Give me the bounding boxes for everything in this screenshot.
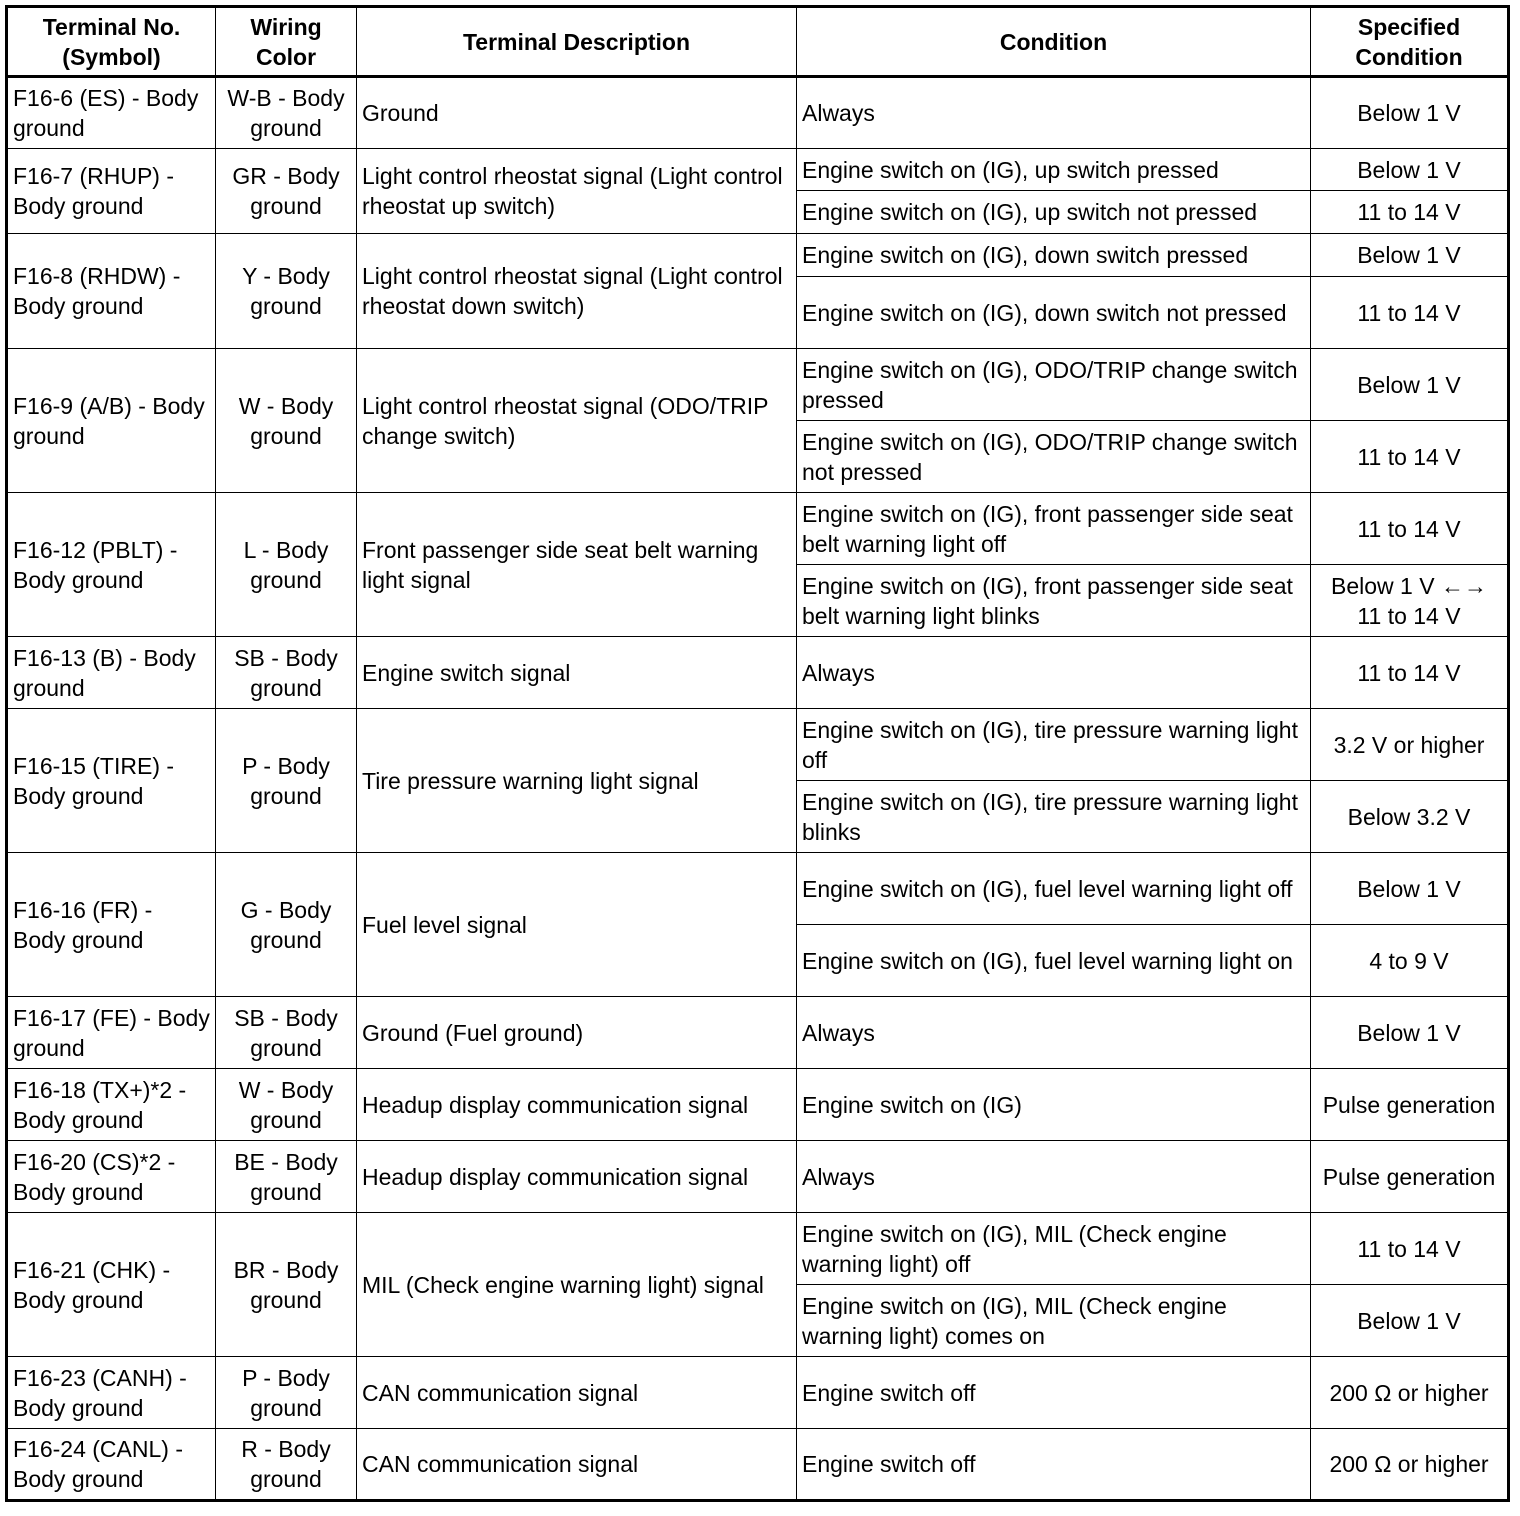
header-description: Terminal Description xyxy=(357,7,797,77)
wiring-cell: Y - Body ground xyxy=(216,234,357,349)
wiring-cell: SB - Body ground xyxy=(216,637,357,709)
description-cell: Tire pressure warning light signal xyxy=(357,709,797,853)
table-row xyxy=(7,1357,1509,1429)
description-cell: Engine switch signal xyxy=(357,637,797,709)
terminal-cell: F16-20 (CS)*2 - Body ground xyxy=(7,1141,216,1213)
condition-cell: Engine switch on (IG), tire pressure warning light off xyxy=(797,709,1311,781)
table-row xyxy=(7,1141,1509,1213)
condition-cell: Engine switch on (IG), MIL (Check engine warning light) off xyxy=(797,1213,1311,1285)
wiring-cell: BR - Body ground xyxy=(216,1213,357,1357)
specified-cell: Below 1 V xyxy=(1311,853,1509,925)
specified-cell: 4 to 9 V xyxy=(1311,925,1509,997)
wiring-cell: W - Body ground xyxy=(216,349,357,493)
header-row xyxy=(7,7,1509,77)
terminal-cell: F16-24 (CANL) - Body ground xyxy=(7,1429,216,1501)
specified-cell: 11 to 14 V xyxy=(1311,1213,1509,1285)
wiring-cell: P - Body ground xyxy=(216,709,357,853)
wiring-cell: L - Body ground xyxy=(216,493,357,637)
table-row xyxy=(7,234,1509,277)
specified-cell: Below 1 V xyxy=(1311,149,1509,191)
specified-cell: 11 to 14 V xyxy=(1311,637,1509,709)
terminal-cell: F16-17 (FE) - Body ground xyxy=(7,997,216,1069)
condition-cell: Engine switch on (IG), ODO/TRIP change switch not pressed xyxy=(797,421,1311,493)
condition-cell: Engine switch on (IG), up switch not pressed xyxy=(797,191,1311,234)
terminal-cell: F16-8 (RHDW) - Body ground xyxy=(7,234,216,349)
description-cell: CAN communication signal xyxy=(357,1429,797,1501)
table-row xyxy=(7,1213,1509,1285)
specified-cell: 11 to 14 V xyxy=(1311,421,1509,493)
table-row xyxy=(7,1069,1509,1141)
specified-cell: Below 1 V xyxy=(1311,234,1509,277)
table-row xyxy=(7,149,1509,191)
header-terminal: Terminal No. (Symbol) xyxy=(7,7,216,77)
terminal-cell: F16-6 (ES) - Body ground xyxy=(7,77,216,149)
specified-cell: 11 to 14 V xyxy=(1311,277,1509,349)
specified-cell: 11 to 14 V xyxy=(1311,493,1509,565)
description-cell: Ground xyxy=(357,77,797,149)
terminal-cell: F16-16 (FR) - Body ground xyxy=(7,853,216,997)
wiring-cell: W - Body ground xyxy=(216,1069,357,1141)
specified-cell: Below 1 V xyxy=(1311,997,1509,1069)
condition-cell: Engine switch on (IG), MIL (Check engine warning light) comes on xyxy=(797,1285,1311,1357)
specified-cell: Below 1 V xyxy=(1311,349,1509,421)
condition-cell: Engine switch on (IG), front passenger side seat belt warning light blinks xyxy=(797,565,1311,637)
terminal-cell: F16-7 (RHUP) - Body ground xyxy=(7,149,216,234)
description-cell: Ground (Fuel ground) xyxy=(357,997,797,1069)
table-row xyxy=(7,853,1509,925)
wiring-cell: G - Body ground xyxy=(216,853,357,997)
specified-cell: Pulse generation xyxy=(1311,1141,1509,1213)
table-row xyxy=(7,1429,1509,1501)
table-row xyxy=(7,493,1509,565)
condition-cell: Engine switch on (IG), ODO/TRIP change switch pressed xyxy=(797,349,1311,421)
table-row xyxy=(7,77,1509,149)
description-cell: MIL (Check engine warning light) signal xyxy=(357,1213,797,1357)
terminal-table-container xyxy=(5,5,1510,1502)
condition-cell: Engine switch on (IG), fuel level warning light off xyxy=(797,853,1311,925)
condition-cell: Always xyxy=(797,77,1311,149)
condition-cell: Engine switch on (IG), down switch pressed xyxy=(797,234,1311,277)
description-cell: Headup display communication signal xyxy=(357,1141,797,1213)
terminal-cell: F16-12 (PBLT) - Body ground xyxy=(7,493,216,637)
wiring-cell: BE - Body ground xyxy=(216,1141,357,1213)
condition-cell: Always xyxy=(797,997,1311,1069)
specified-cell: 200 Ω or higher xyxy=(1311,1357,1509,1429)
table-row xyxy=(7,709,1509,781)
wiring-cell: GR - Body ground xyxy=(216,149,357,234)
condition-cell: Always xyxy=(797,1141,1311,1213)
specified-cell: 11 to 14 V xyxy=(1311,191,1509,234)
condition-cell: Engine switch on (IG), down switch not pressed xyxy=(797,277,1311,349)
description-cell: Light control rheostat signal (ODO/TRIP change switch) xyxy=(357,349,797,493)
wiring-cell: W-B - Body ground xyxy=(216,77,357,149)
specified-cell: Below 1 V xyxy=(1311,1285,1509,1357)
condition-cell: Engine switch off xyxy=(797,1429,1311,1501)
table-row xyxy=(7,997,1509,1069)
condition-cell: Always xyxy=(797,637,1311,709)
condition-cell: Engine switch on (IG), tire pressure warning light blinks xyxy=(797,781,1311,853)
terminal-cell: F16-13 (B) - Body ground xyxy=(7,637,216,709)
header-condition: Condition xyxy=(797,7,1311,77)
wiring-cell: SB - Body ground xyxy=(216,997,357,1069)
terminal-cell: F16-15 (TIRE) - Body ground xyxy=(7,709,216,853)
terminal-table xyxy=(5,5,1510,1502)
terminal-cell: F16-21 (CHK) - Body ground xyxy=(7,1213,216,1357)
specified-cell: Pulse generation xyxy=(1311,1069,1509,1141)
specified-cell: Below 3.2 V xyxy=(1311,781,1509,853)
condition-cell: Engine switch on (IG) xyxy=(797,1069,1311,1141)
table-row xyxy=(7,637,1509,709)
description-cell: Front passenger side seat belt warning light signal xyxy=(357,493,797,637)
table-row xyxy=(7,349,1509,421)
description-cell: Light control rheostat signal (Light control rheostat down switch) xyxy=(357,234,797,349)
wiring-cell: R - Body ground xyxy=(216,1429,357,1501)
condition-cell: Engine switch on (IG), front passenger side seat belt warning light off xyxy=(797,493,1311,565)
header-specified: Specified Condition xyxy=(1311,7,1509,77)
terminal-cell: F16-23 (CANH) - Body ground xyxy=(7,1357,216,1429)
description-cell: Headup display communication signal xyxy=(357,1069,797,1141)
terminal-cell: F16-18 (TX+)*2 - Body ground xyxy=(7,1069,216,1141)
description-cell: Fuel level signal xyxy=(357,853,797,997)
condition-cell: Engine switch on (IG), up switch pressed xyxy=(797,149,1311,191)
description-cell: Light control rheostat signal (Light control rheostat up switch) xyxy=(357,149,797,234)
specified-cell: Below 1 V xyxy=(1311,77,1509,149)
specified-cell: 3.2 V or higher xyxy=(1311,709,1509,781)
terminal-cell: F16-9 (A/B) - Body ground xyxy=(7,349,216,493)
wiring-cell: P - Body ground xyxy=(216,1357,357,1429)
condition-cell: Engine switch off xyxy=(797,1357,1311,1429)
specified-cell: 200 Ω or higher xyxy=(1311,1429,1509,1501)
description-cell: CAN communication signal xyxy=(357,1357,797,1429)
specified-cell: Below 1 V ←→ 11 to 14 V xyxy=(1311,565,1509,637)
condition-cell: Engine switch on (IG), fuel level warning light on xyxy=(797,925,1311,997)
header-wiring: Wiring Color xyxy=(216,7,357,77)
